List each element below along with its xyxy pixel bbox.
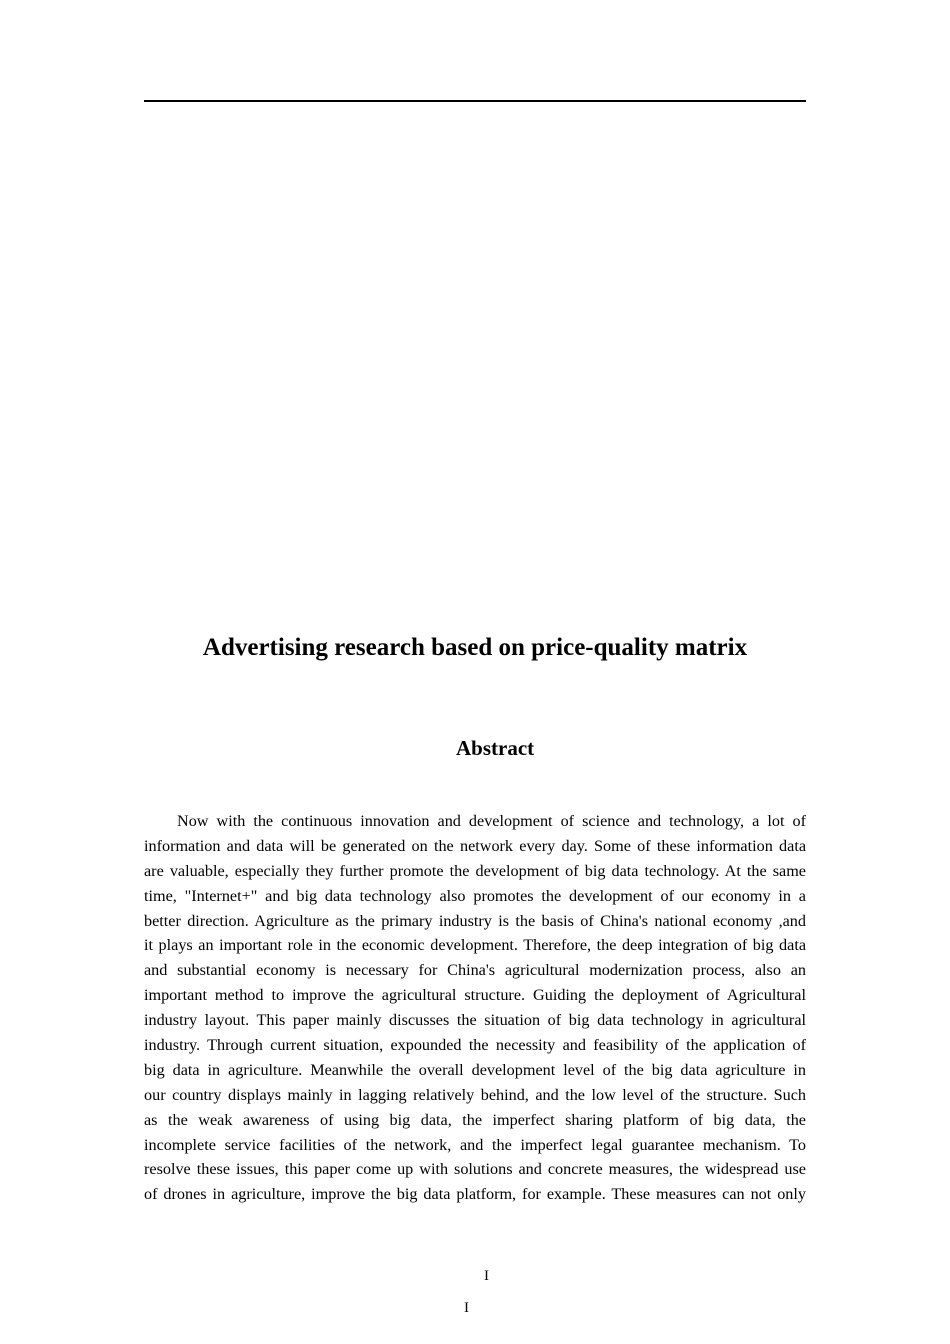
- abstract-line: important method to improve the agricultural structure. Guiding the deployment of Agricultural: [144, 986, 806, 1005]
- abstract-line: resolve these issues, this paper come up with solutions and concrete measures, the widespread use: [144, 1160, 806, 1179]
- abstract-line: better direction. Agriculture as the primary industry is the basis of China's national economy ,and: [144, 911, 806, 930]
- abstract-line: Now with the continuous innovation and development of science and technology, a lot of: [177, 812, 806, 830]
- abstract-line: and substantial economy is necessary for China's agricultural modernization process, also an: [144, 961, 806, 980]
- abstract-line: our country displays mainly in lagging relatively behind, and the low level of the structure. Such: [144, 1085, 806, 1104]
- abstract-body: [144, 809, 806, 1207]
- abstract-line: big data in agriculture. Meanwhile the overall development level of the big data agriculture in: [144, 1060, 806, 1079]
- header-rule: [144, 100, 806, 102]
- abstract-heading: Abstract: [456, 736, 535, 760]
- paper-title: Advertising research based on price-quality matrix: [202, 634, 748, 661]
- abstract-line: time, "Internet+" and big data technology also promotes the development of our economy in a: [144, 886, 806, 905]
- abstract-line: of drones in agriculture, improve the big data platform, for example. These measures can not only: [144, 1185, 806, 1204]
- abstract-line: information and data will be generated on the network every day. Some of these information data: [144, 836, 806, 855]
- abstract-line: industry. Through current situation, expounded the necessity and feasibility of the application of: [144, 1036, 806, 1055]
- page-number-footer: I: [464, 1300, 469, 1316]
- abstract-line: it plays an important role in the economic development. Therefore, the deep integration of big data: [144, 936, 806, 955]
- abstract-line: industry layout. This paper mainly discusses the situation of big data technology in agricultural: [144, 1011, 806, 1030]
- abstract-line: as the weak awareness of using big data, the imperfect sharing platform of big data, the: [144, 1110, 806, 1129]
- abstract-line: are valuable, especially they further promote the development of big data technology. At the same: [144, 861, 806, 880]
- page-number: I: [484, 1268, 489, 1284]
- abstract-line: incomplete service facilities of the network, and the imperfect legal guarantee mechanism. To: [144, 1135, 806, 1154]
